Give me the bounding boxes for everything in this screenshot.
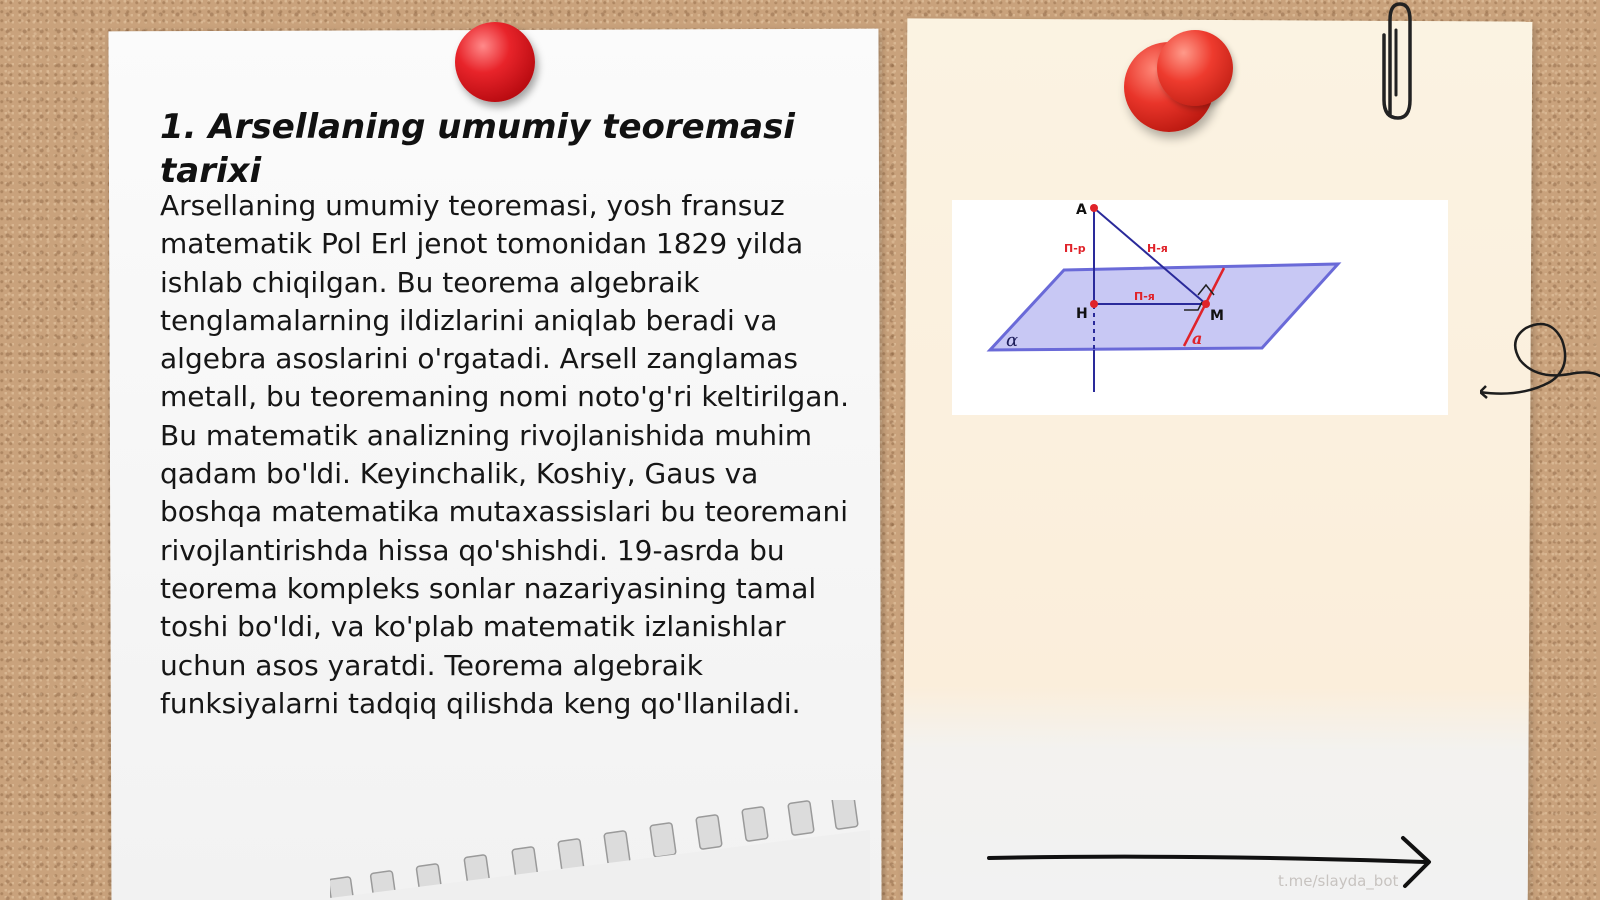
label-projection: П-я [1134,290,1155,303]
label-plane-alpha: α [1006,330,1019,351]
label-m: M [1210,308,1224,324]
plane-alpha [990,264,1338,350]
watermark-text: t.me/slayda_bot [1278,872,1399,890]
slide-title: 1. Arsellaning umumiy teoremasi tarixi [160,107,795,191]
geometry-diagram [952,200,1448,415]
pushpin-head-icon [1157,30,1233,106]
torn-paper-strip [330,800,870,900]
label-a: A [1076,202,1087,218]
pushpin-icon [455,22,535,102]
paperclip-icon [1378,0,1420,125]
label-inclined: Н-я [1147,242,1168,255]
point-h [1090,300,1098,308]
point-a [1090,204,1098,212]
label-perpendicular: П-р [1064,242,1086,255]
label-h: H [1076,306,1088,322]
curly-string-icon [1480,310,1600,410]
point-m [1202,300,1210,308]
right-note-paper [903,18,1533,900]
label-line-a: a [1192,329,1203,348]
slide-body-text: Arsellaning umumiy teoremasi, yosh fransuz matematik Pol Erl jenot tomonidan 1829 yilda ishlab chiqilgan. Bu teorema algebraik tenglamalarning ildizlarini aniqlab beradi va algebra asoslarini o'rgatadi. Arsell zanglamas metall, bu teoremaning nomi noto'g'ri keltirilgan. Bu matematik analizning rivojlanishida muhim qadam bo'ldi. Keyinchalik, Koshiy, Gaus va boshqa matematika mutaxassislari bu teoremani rivojlantirishda hissa qo'shishdi. 19-asrda bu teorema kompleks sonlar nazariyasining tamal toshi bo'ldi, va ko'plab matematik izlanishlar uchun asos yaratdi. Teorema algebraik funksiyalarni tadqiq qilishda keng qo'llaniladi. [160,189,850,720]
